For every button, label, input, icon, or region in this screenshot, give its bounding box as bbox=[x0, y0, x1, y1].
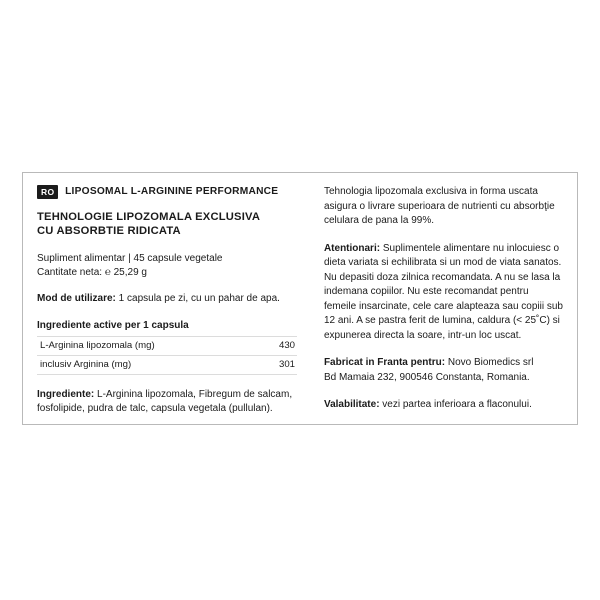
usage-label: Mod de utilizare: bbox=[37, 293, 116, 305]
table-row bbox=[37, 355, 297, 374]
manufacturer-label: Fabricat in Franta pentru: bbox=[323, 357, 446, 368]
ingredients-text: L-Arginina lipozomala, Fibregum de salcam, fosfolipide, pudra de talc, capsula vegetala (pullulan). bbox=[37, 388, 293, 415]
manufacturer-paragraph bbox=[324, 356, 563, 385]
label-right-column bbox=[314, 185, 563, 414]
manufacturer-address: Bd Mamaia 232, 900546 Constanta, Romania. bbox=[323, 371, 530, 383]
nutrient-value: 301 bbox=[262, 355, 297, 374]
validity-paragraph bbox=[324, 398, 563, 413]
headline bbox=[37, 210, 302, 240]
warnings-label: Atentionari: bbox=[323, 242, 381, 254]
technology-paragraph: Tehnologia lipozomala exclusiva in forma uscata asigura o livrare superioara de nutrienti cu absorbţie celulara de pana la 99%. bbox=[323, 186, 555, 226]
headline-line-2: CU ABSORBTIE RIDICATA bbox=[37, 225, 181, 238]
warnings-text: Suplimentele alimentare nu inlocuiesc o dieta variata si echilibrata si un mod de viata sanatos. Nu depasiti doza zilnica recomandata. A nu se lasa la indemana copiilor. Nu este recomandat pentru femeile insarcinate, cele care alapteaza sau copiii sub 12 ani. A se pastra ferit de lumina, caldura (< 25˚C) si expunerea directa la soare, intr-un loc uscat. bbox=[323, 242, 563, 341]
product-name: LIPOSOMAL L-ARGININE PERFORMANCE bbox=[65, 186, 279, 198]
manufacturer-name: Novo Biomedics srl bbox=[445, 357, 534, 368]
locale-badge-ro: RO bbox=[37, 185, 58, 199]
table-row bbox=[37, 336, 297, 355]
validity-text: vezi partea inferioara a flaconului. bbox=[379, 399, 532, 410]
nutrition-table-title: Ingrediente active per 1 capsula bbox=[37, 319, 189, 331]
headline-line-1: TEHNOLOGIE LIPOZOMALA EXCLUSIVA bbox=[37, 210, 261, 223]
nutrient-value: 430 bbox=[262, 336, 297, 355]
label-left-column bbox=[37, 185, 314, 414]
usage-text: 1 capsula pe zi, cu un pahar de apa. bbox=[115, 293, 280, 305]
product-info-block bbox=[37, 252, 302, 280]
validity-label: Valabilitate: bbox=[323, 399, 380, 410]
warnings-paragraph bbox=[324, 242, 563, 344]
nutrition-table bbox=[37, 336, 297, 375]
nutrient-name: inclusiv Arginina (mg) bbox=[37, 355, 262, 374]
ingredients-label: Ingrediente: bbox=[37, 388, 95, 400]
supplement-line: Supliment alimentar | 45 capsule vegetale bbox=[37, 253, 223, 265]
nutrient-name: L-Arginina lipozomala (mg) bbox=[37, 336, 262, 355]
ingredients-paragraph bbox=[37, 388, 302, 417]
nutrition-label-panel bbox=[22, 172, 578, 425]
usage-instructions bbox=[37, 292, 302, 306]
brand-row bbox=[37, 185, 302, 199]
net-quantity-line: Cantitate neta: ℮ 25,29 g bbox=[37, 267, 147, 279]
